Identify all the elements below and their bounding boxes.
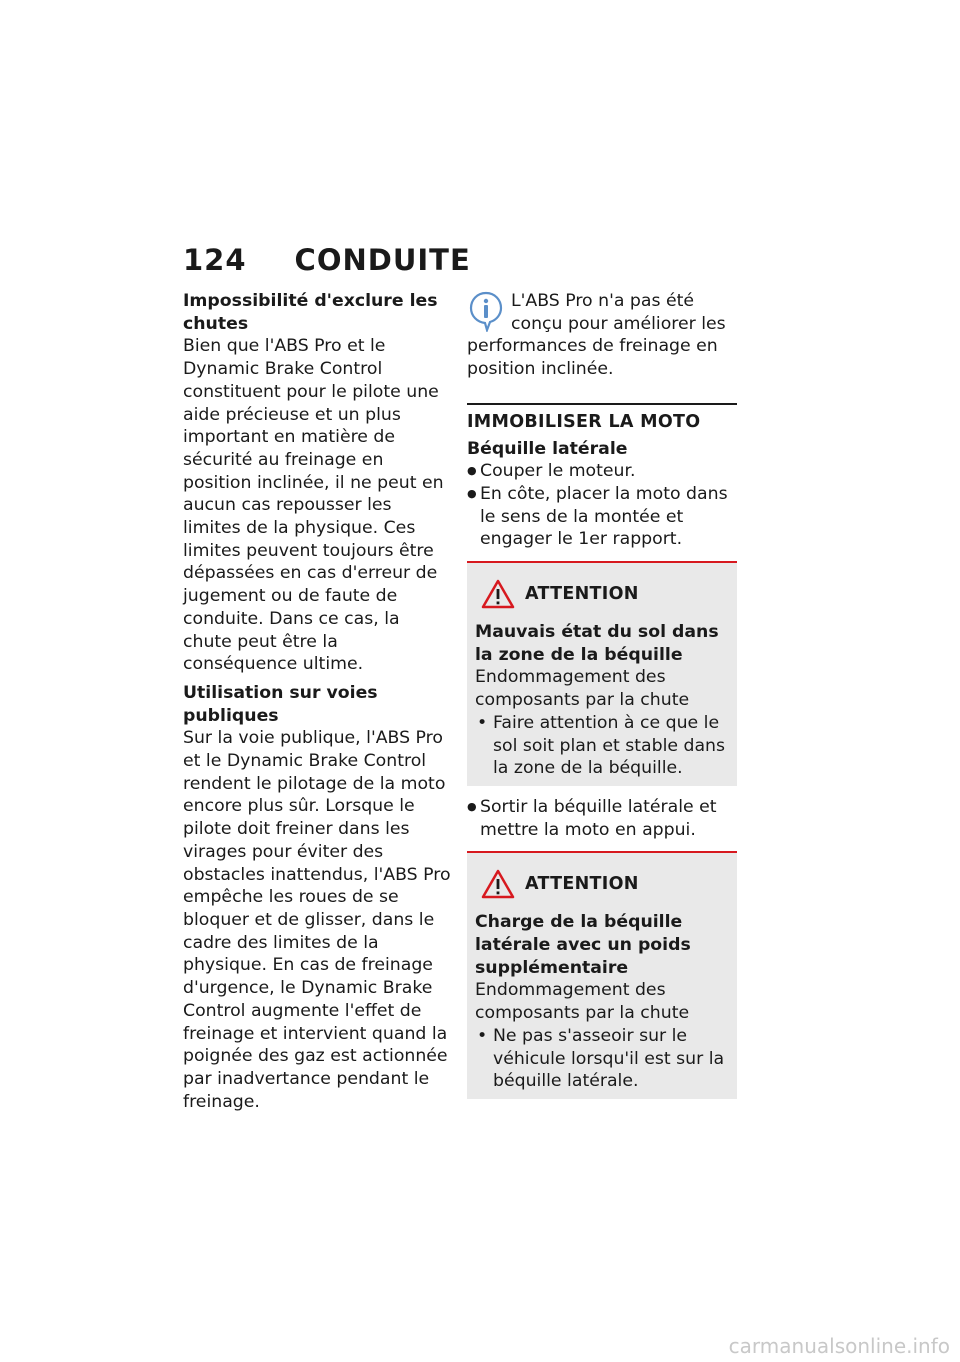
warning-label: ATTENTION [525,583,639,604]
chapter-title: CONDUITE [294,243,471,277]
paragraph-public-roads: Sur la voie publique, l'ABS Pro et le Dynamic Brake Control rendent le pilotage de la moto encore plus sûr. Lorsque le pilote doit freiner dans les virages pour éviter des obstacles inattendus, l'ABS Pro empêche les roues de se bloquer et de glisser, dans le cadre des limites de la physique. En cas de freinage d'urgence, le Dynamic Brake Control augmente l'effet de freinage et intervient quand la poignée des gaz est actionnée par inadvertance pendant le freinage. [183,728,451,1112]
warning-text: Endommagement des composants par la chute [475,667,690,711]
section-heading-public-roads: Utilisation sur voies publiques [183,682,378,726]
section-title-park: IMMOBILISER LA MOTO [467,411,701,432]
warning-box-2 [467,851,737,1099]
info-icon [467,290,505,332]
warning-title: Mauvais état du sol dans la zone de la béquille [475,622,719,665]
warning-actions [475,1025,729,1093]
list-item: ● Sortir la béquille latérale et mettre la moto en appui. [467,796,737,841]
warning-header [475,869,729,899]
section-divider [467,403,737,405]
left-column [183,290,453,1119]
warning-box-1 [467,561,737,786]
info-note [467,290,737,381]
warning-action-item: • Ne pas s'asseoir sur le véhicule lorsqu'il est sur la béquille latérale. [475,1025,729,1093]
page-number: 124 [183,243,247,277]
paragraph-falls: Bien que l'ABS Pro et le Dynamic Brake Control constituent pour le pilote une aide précieuse et un plus important en matière de sécurité au freinage en position inclinée, il ne peut en aucun cas repousser les limites de la physique. Ces limites peuvent toujours être dépassées en cas d'erreur de jugement ou de faute de conduite. Dans ce cas, la chute peut être la conséquence ultime. [183,336,444,675]
section-heading-falls: Impossibilité d'exclure les chutes [183,291,438,334]
page-header [183,240,743,280]
steps-list-2 [467,796,737,841]
warning-header [475,579,729,609]
warning-label: ATTENTION [525,874,639,894]
list-item: ● Couper le moteur. [467,460,737,483]
warning-triangle-icon [481,869,515,899]
steps-list-1 [467,460,737,551]
warning-title: Charge de la béquille latérale avec un poids supplémentaire [475,912,691,978]
list-item: ● En côte, placer la moto dans le sens de la montée et engager le 1er rapport. [467,483,737,551]
subsection-side-stand: Béquille latérale [467,438,628,459]
watermark: carmanualsonline.info [728,1334,950,1358]
right-column [467,290,737,1109]
warning-actions [475,712,729,780]
warning-triangle-icon [481,579,515,609]
warning-text: Endommagement des composants par la chute [475,980,690,1024]
info-note-text: L'ABS Pro n'a pas été conçu pour améliorer les performances de freinage en position inclinée. [467,291,726,380]
warning-action-item: • Faire attention à ce que le sol soit plan et stable dans la zone de la béquille. [475,712,729,780]
